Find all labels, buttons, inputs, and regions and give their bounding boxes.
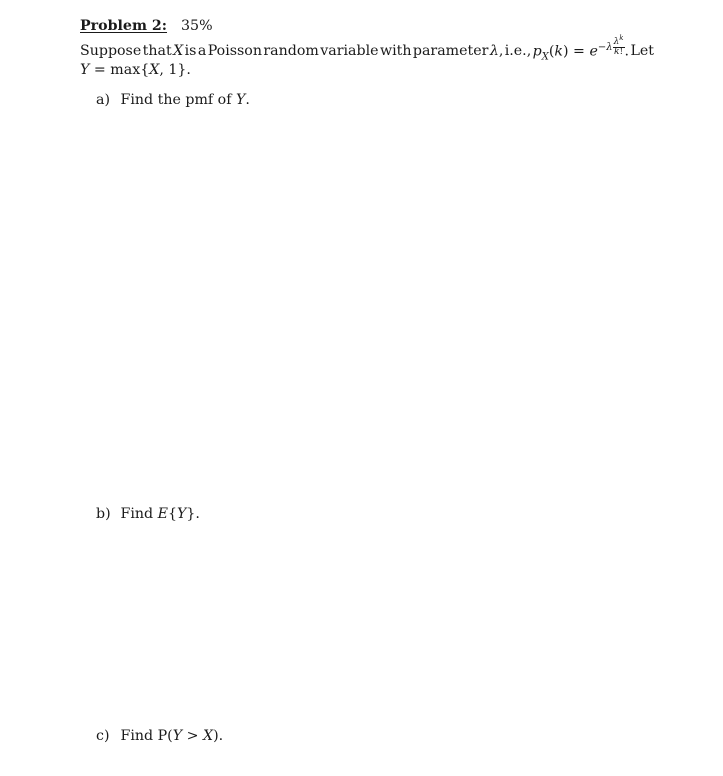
problem-weight: 35%: [181, 18, 213, 34]
part-a-text: Find the pmf of Y.: [120, 92, 250, 108]
problem-label: Problem 2:: [80, 18, 168, 34]
problem-statement-line-2: Y = max{X, 1}.: [80, 62, 191, 78]
part-b-letter: b): [96, 506, 111, 522]
part-b-text: Find E{Y}.: [120, 506, 200, 522]
part-c: [96, 727, 223, 745]
part-c-letter: c): [96, 728, 110, 744]
part-a-letter: a): [96, 92, 110, 108]
problem-heading: [80, 17, 213, 35]
part-b: [96, 505, 200, 523]
pmf-formula: $p_X(k) = e^{-\lambda}$ $\frac{\lambda^k}{k!}$ .: [532, 34, 630, 63]
statement-line1-end: Let: [630, 43, 654, 59]
part-c-text: Find P(Y > X).: [120, 728, 224, 744]
part-a: [96, 91, 250, 109]
problem-statement-line-1: Suppose that X is a Poisson random variable with parameter λ, i.e., $p_X(k) = e^{-\lambda}$ $\frac{\lambda^k}{k!}$ . Let: [80, 34, 654, 63]
